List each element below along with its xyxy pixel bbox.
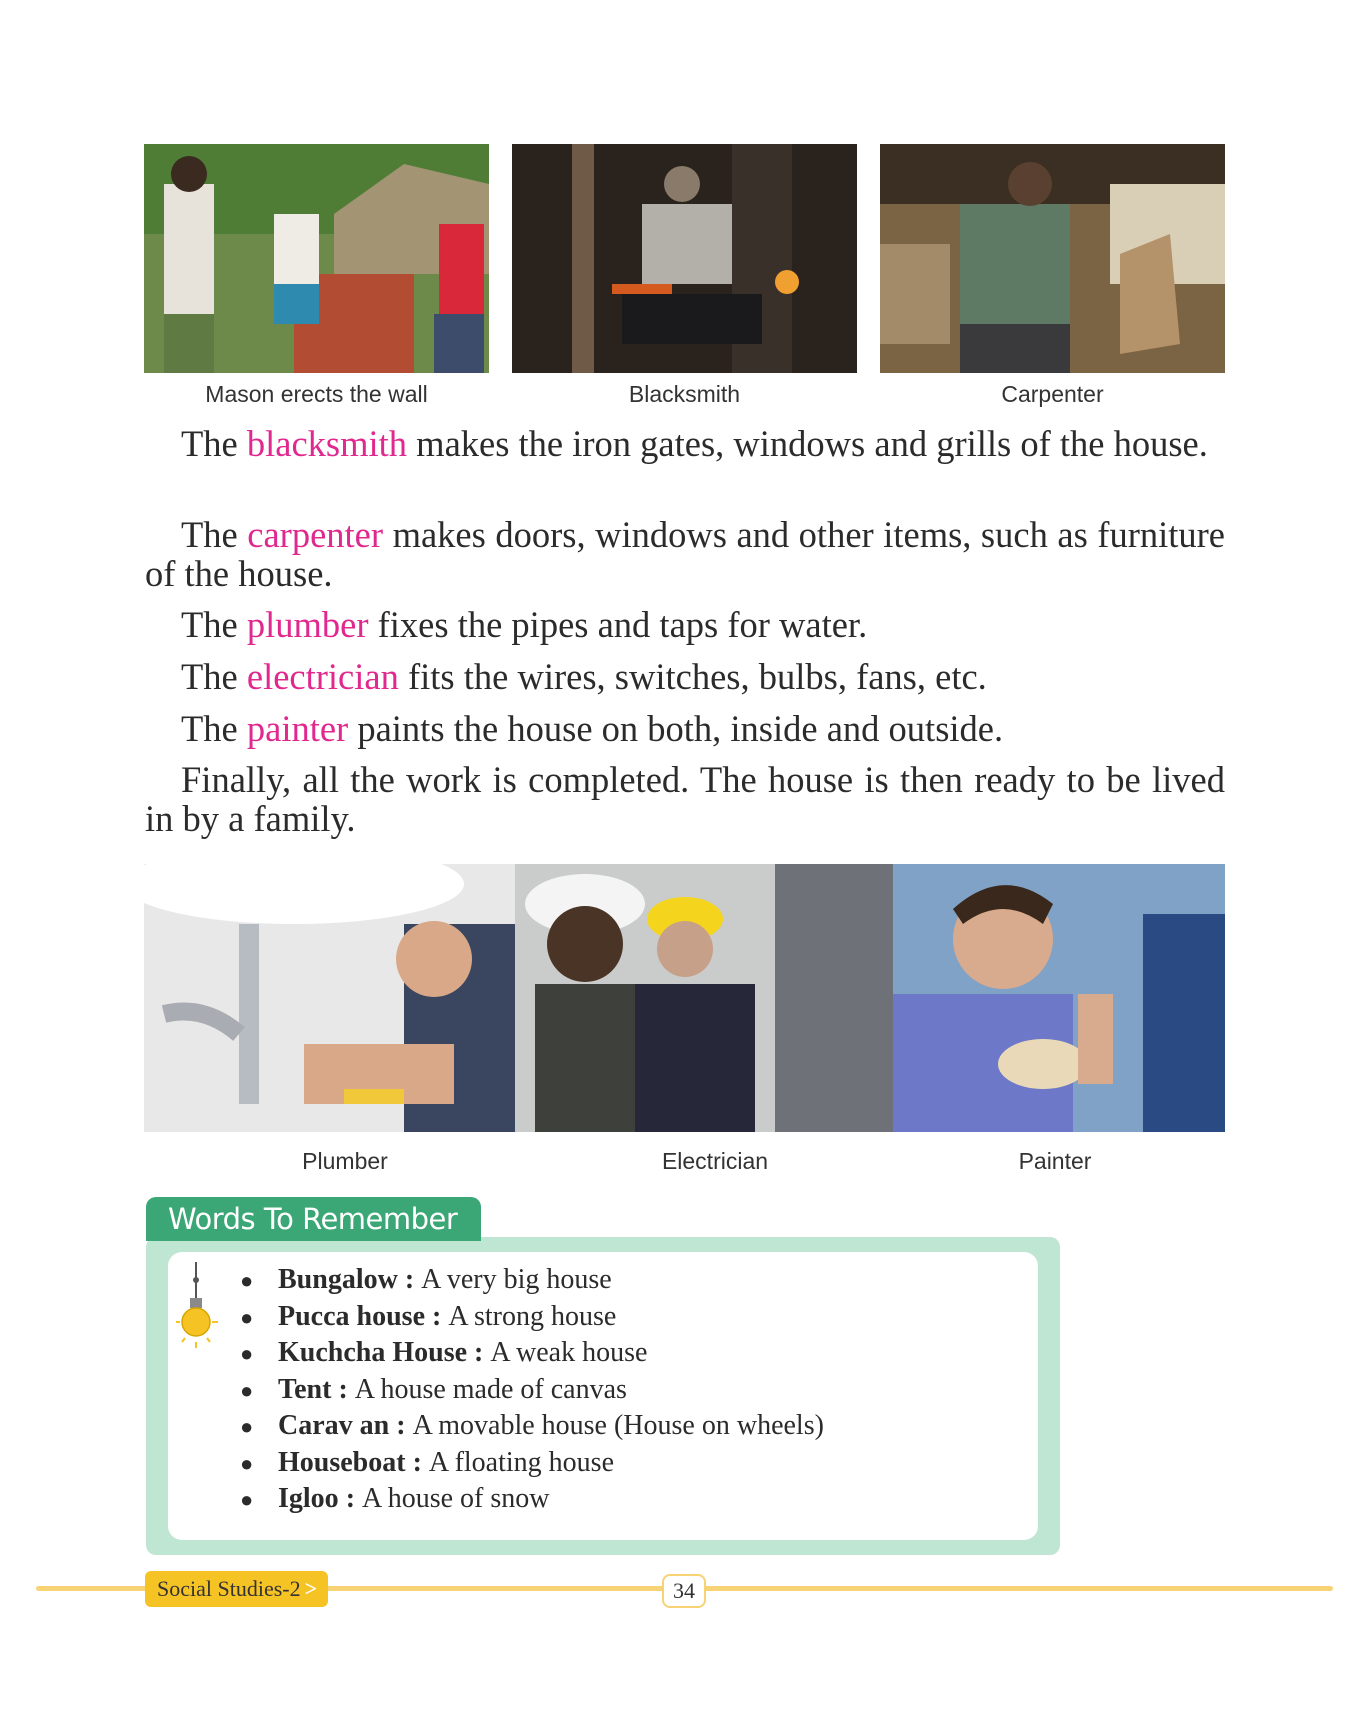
words-list — [240, 1262, 824, 1518]
blacksmith-photo — [512, 144, 857, 373]
subject-badge: Social Studies-2 > — [145, 1571, 328, 1607]
bullet-icon: ● — [240, 1341, 254, 1366]
mason-photo — [144, 144, 489, 373]
bullet-icon: ● — [240, 1377, 254, 1403]
paragraph-blacksmith: The blacksmith makes the iron gates, windows and grills of the house. — [181, 423, 1208, 464]
words-to-remember-title: Words To Remember — [146, 1197, 481, 1241]
bullet-icon: ● — [240, 1304, 254, 1330]
painter-photo — [893, 864, 1225, 1132]
list-item: ● Bungalow : A very big house — [240, 1262, 824, 1299]
caption-painter: Painter — [1018, 1148, 1092, 1174]
chevron-right-icon: > — [304, 1576, 318, 1601]
bullet-icon: ● — [240, 1414, 254, 1439]
list-item: ● Pucca house : A strong house — [240, 1299, 824, 1336]
caption-carpenter: Carpenter — [1001, 381, 1104, 407]
list-item: ● Carav an : A movable house (House on wheels) — [240, 1408, 824, 1445]
paragraph-plumber: The plumber fixes the pipes and taps for water. — [181, 604, 868, 645]
page-number: 34 — [662, 1574, 706, 1608]
list-item: ● Houseboat : A floating house — [240, 1445, 824, 1482]
bullet-icon: ● — [240, 1268, 254, 1293]
list-item: ● Tent : A house made of canvas — [240, 1372, 824, 1409]
list-item: ● Igloo : A house of snow — [240, 1481, 824, 1518]
caption-electrician: Electrician — [661, 1148, 769, 1174]
lightbulb-icon — [174, 1262, 222, 1352]
paragraph-finally: Finally, all the work is completed. The house is then ready to be lived in by a family. — [145, 759, 1225, 839]
paragraph-painter: The painter paints the house on both, inside and outside. — [181, 708, 1004, 749]
caption-mason: Mason erects the wall — [205, 381, 428, 407]
list-item: ● Kuchcha House : A weak house — [240, 1335, 824, 1372]
bullet-icon: ● — [240, 1450, 254, 1476]
plumber-photo — [144, 864, 515, 1132]
electrician-photo — [515, 864, 893, 1132]
paragraph-carpenter: The carpenter makes doors, windows and other items, such as furniture of the house. — [145, 514, 1225, 594]
caption-blacksmith: Blacksmith — [628, 381, 741, 407]
bullet-icon: ● — [240, 1487, 254, 1512]
carpenter-photo — [880, 144, 1225, 373]
caption-plumber: Plumber — [302, 1148, 388, 1174]
paragraph-electrician: The electrician fits the wires, switches, bulbs, fans, etc. — [181, 656, 987, 697]
